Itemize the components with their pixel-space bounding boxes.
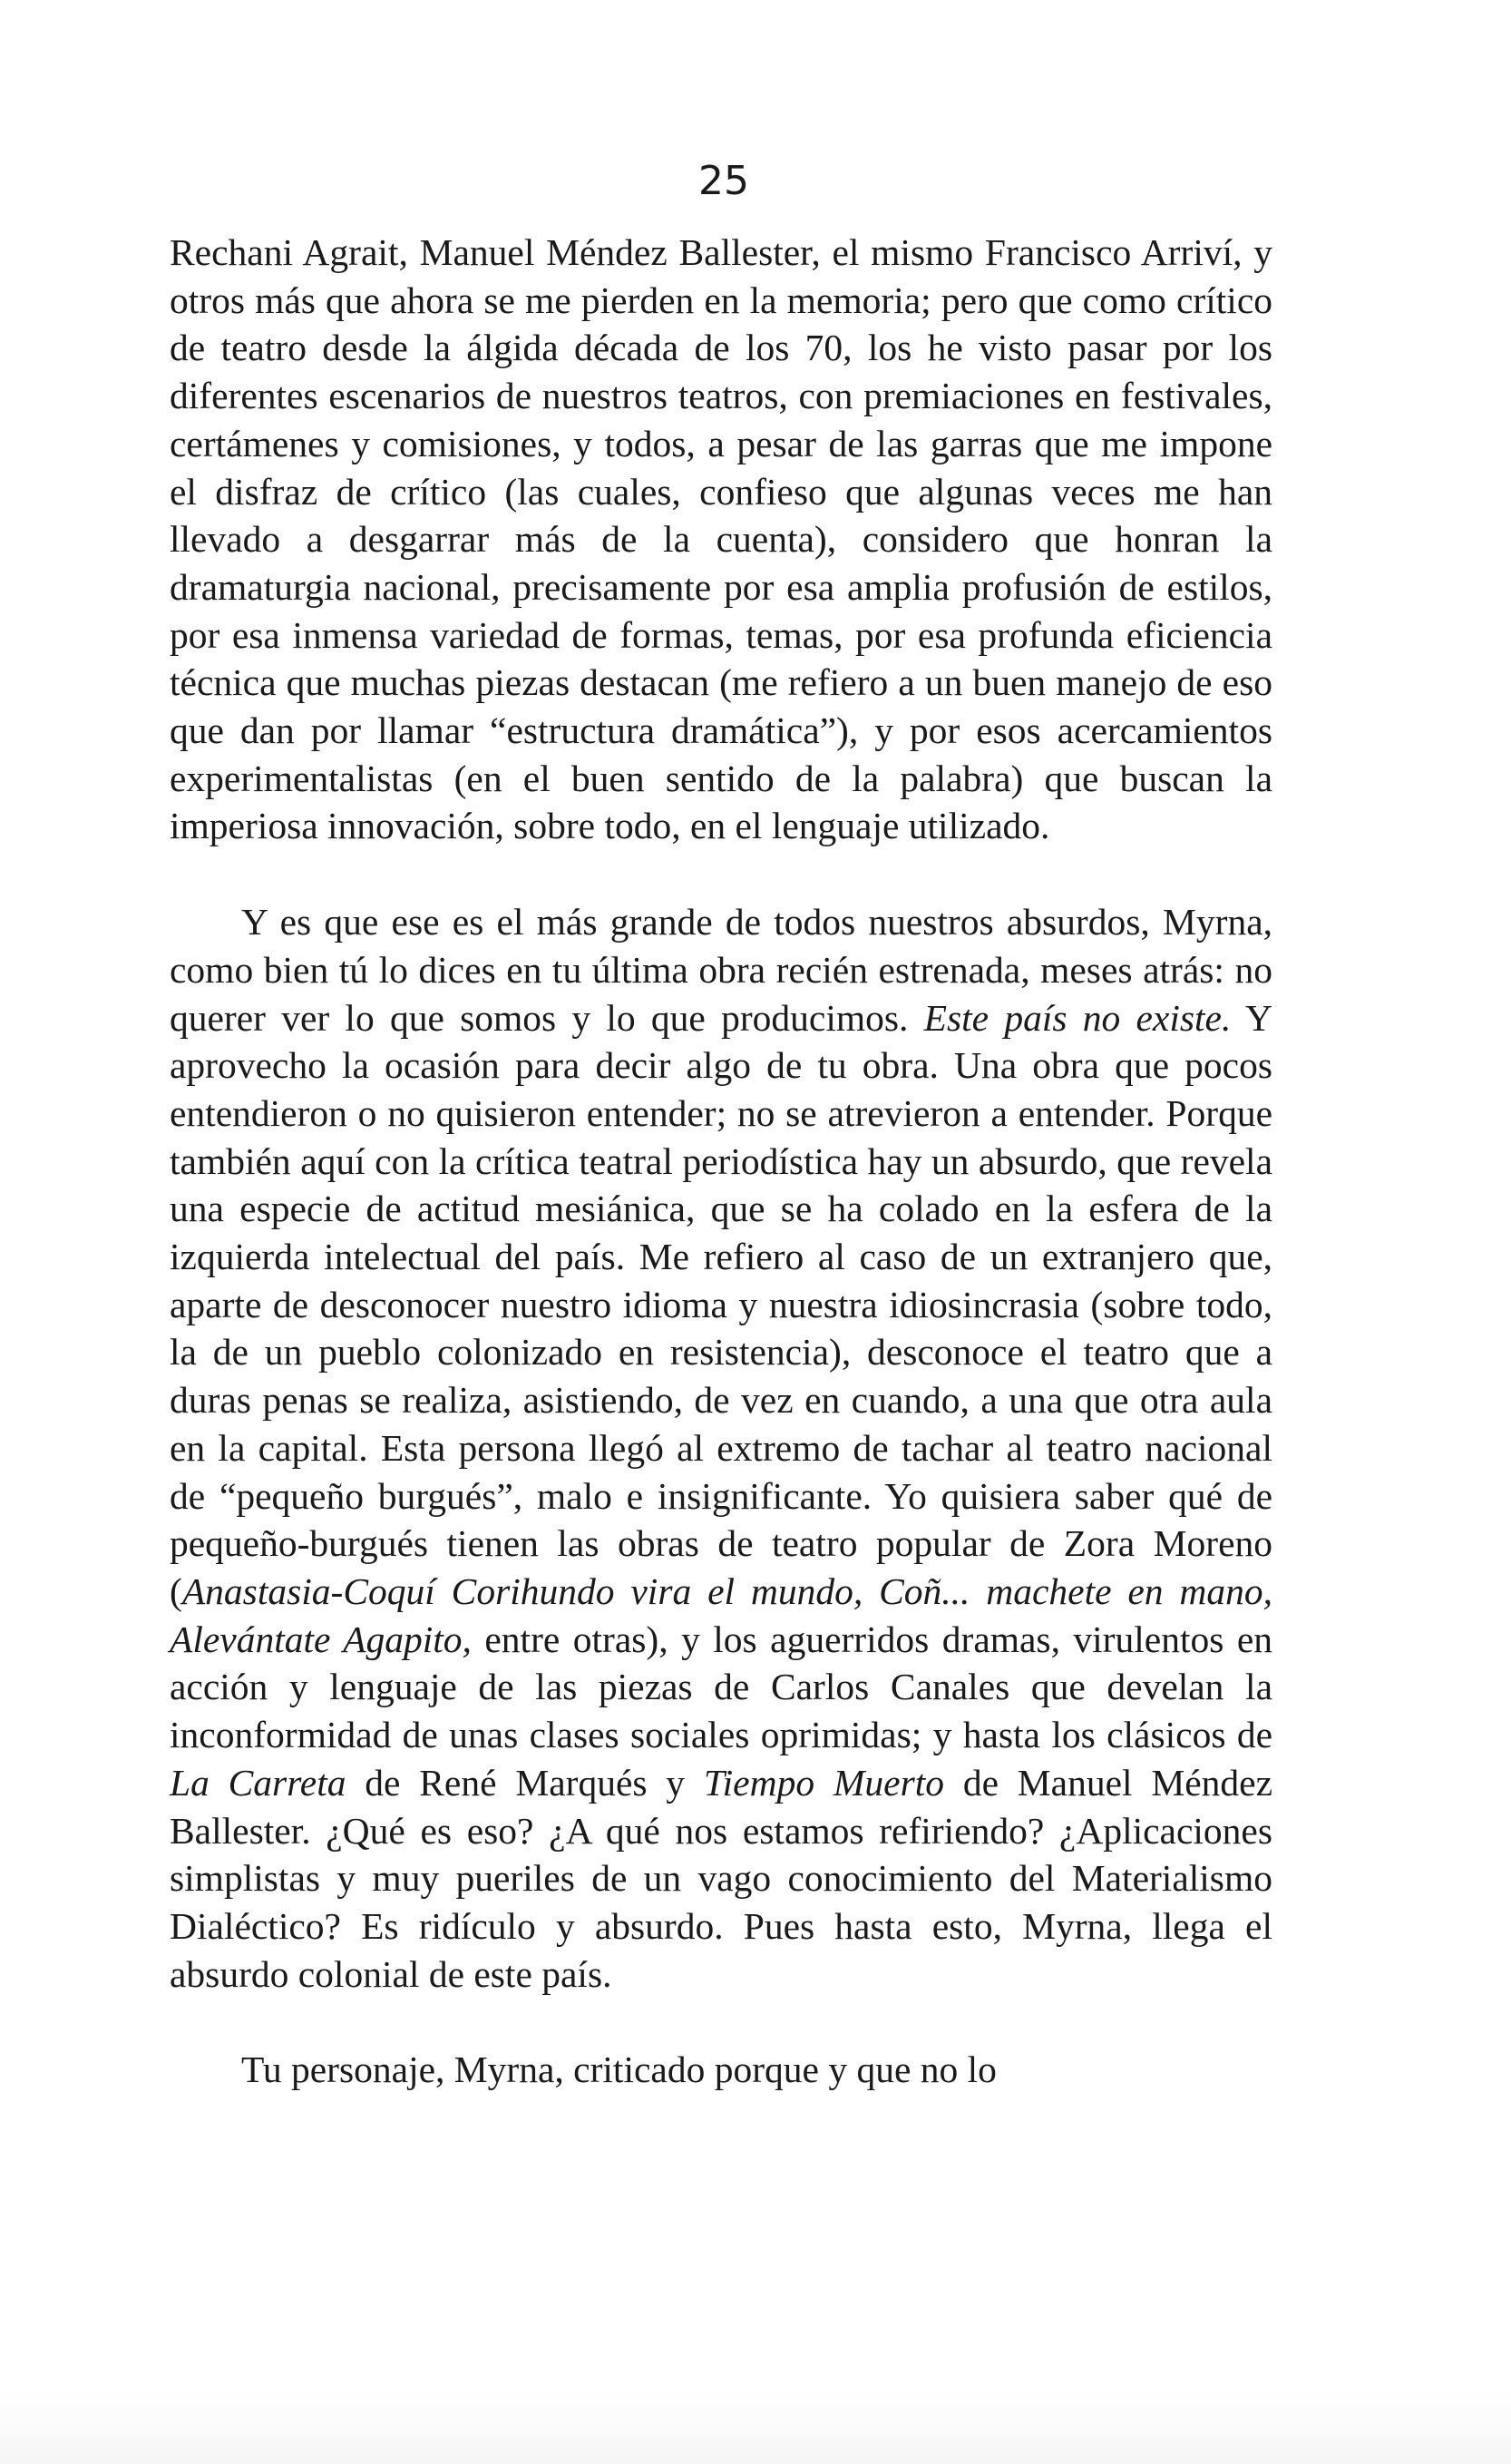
- page-number: 25: [698, 158, 749, 204]
- paragraph-3-text: Tu personaje, Myrna, criticado porque y que no lo: [241, 2048, 997, 2091]
- work-title-tiempo-muerto: Tiempo Muerto: [703, 1761, 945, 1804]
- work-titles-zora-moreno: Anastasia-Coquí Corihundo vira el mundo, Coñ... machete en mano, Alevántate Agapito,: [170, 1569, 1272, 1660]
- paragraph-2-text-e: de Manuel Méndez Ballester. ¿Qué es eso? ¿A qué nos estamos refiriendo? ¿Aplicaciones simplistas y muy pueriles de un vago conocimiento del Materialismo Dialéctico? Es ridículo y absurdo. Pues hasta esto, Myrna, llega el absurdo colonial de este país.: [170, 1761, 1272, 1995]
- paragraph-2-text-b: Y aprovecho la ocasión para decir algo de tu obra. Una obra que pocos entendieron o no quisieron entender; no se atrevieron a entender. Porque también aquí con la crítica teatral periodística hay un absurdo, que revela una especie de actitud mesiánica, que se ha colado en la esfera de la izquierda intelectual del país. Me refiero al caso de un extranjero que, aparte de desconocer nuestro idioma y nuestra idiosincrasia (sobre todo, la de un pueblo colonizado en resistencia), desconoce el teatro que a duras penas se realiza, asistiendo, de vez en cuando, a una que otra aula en la capital. Esta persona llegó al extremo de tachar al teatro nacional de “pequeño burgués”, malo e insignificante. Yo quisiera saber qué de pequeño-burgués tienen las obras de teatro popular de Zora Moreno (: [170, 996, 1272, 1612]
- paragraph-2-text-a: Y es que ese es el más grande de todos nuestros absurdos, Myrna, como bien tú lo dices en tu última obra recién estrenada, meses atrás: no querer ver lo que somos y lo que producimos.: [170, 901, 1272, 1039]
- work-title-este-pais: Este país no existe.: [923, 996, 1232, 1039]
- paragraph-2: [170, 898, 1272, 1998]
- paragraph-2-text-d: de René Marqués y: [346, 1761, 704, 1804]
- paragraph-3: [170, 2046, 1272, 2094]
- paragraph-gap: [170, 850, 1272, 898]
- paragraph-gap: [170, 1998, 1272, 2046]
- paragraph-2-text-c: entre otras), y los aguerridos dramas, virulentos en acción y lenguaje de las piezas de Carlos Canales que develan la inconformidad de unas clases sociales oprimidas; y hasta los clásicos de: [170, 1618, 1272, 1756]
- work-title-la-carreta: La Carreta: [170, 1761, 346, 1804]
- body-text: [170, 229, 1272, 2094]
- paragraph-1-text: Rechani Agrait, Manuel Méndez Ballester, el mismo Francisco Arriví, y otros más que ahora se me pierden en la memoria; pero que como crítico de teatro desde la álgida década de los 70, los he visto pasar por los diferentes escenarios de nuestros teatros, con premiaciones en festivales, certámenes y comisiones, y todos, a pesar de las garras que me impone el disfraz de crítico (las cuales, confieso que algunas veces me han llevado a desgarrar más de la cuenta), considero que honran la dramaturgia nacional, precisamente por esa amplia profusión de estilos, por esa inmensa variedad de formas, temas, por esa profunda eficiencia técnica que muchas piezas destacan (me refiero a un buen manejo de eso que dan por llamar “estructura dramática”), y por esos acercamientos experimentalistas (en el buen sentido de la palabra) que buscan la imperiosa innovación, sobre todo, en el lenguaje utilizado.: [170, 231, 1272, 847]
- paragraph-1: [170, 229, 1272, 850]
- scan-edge-shadow: [0, 2391, 1511, 2464]
